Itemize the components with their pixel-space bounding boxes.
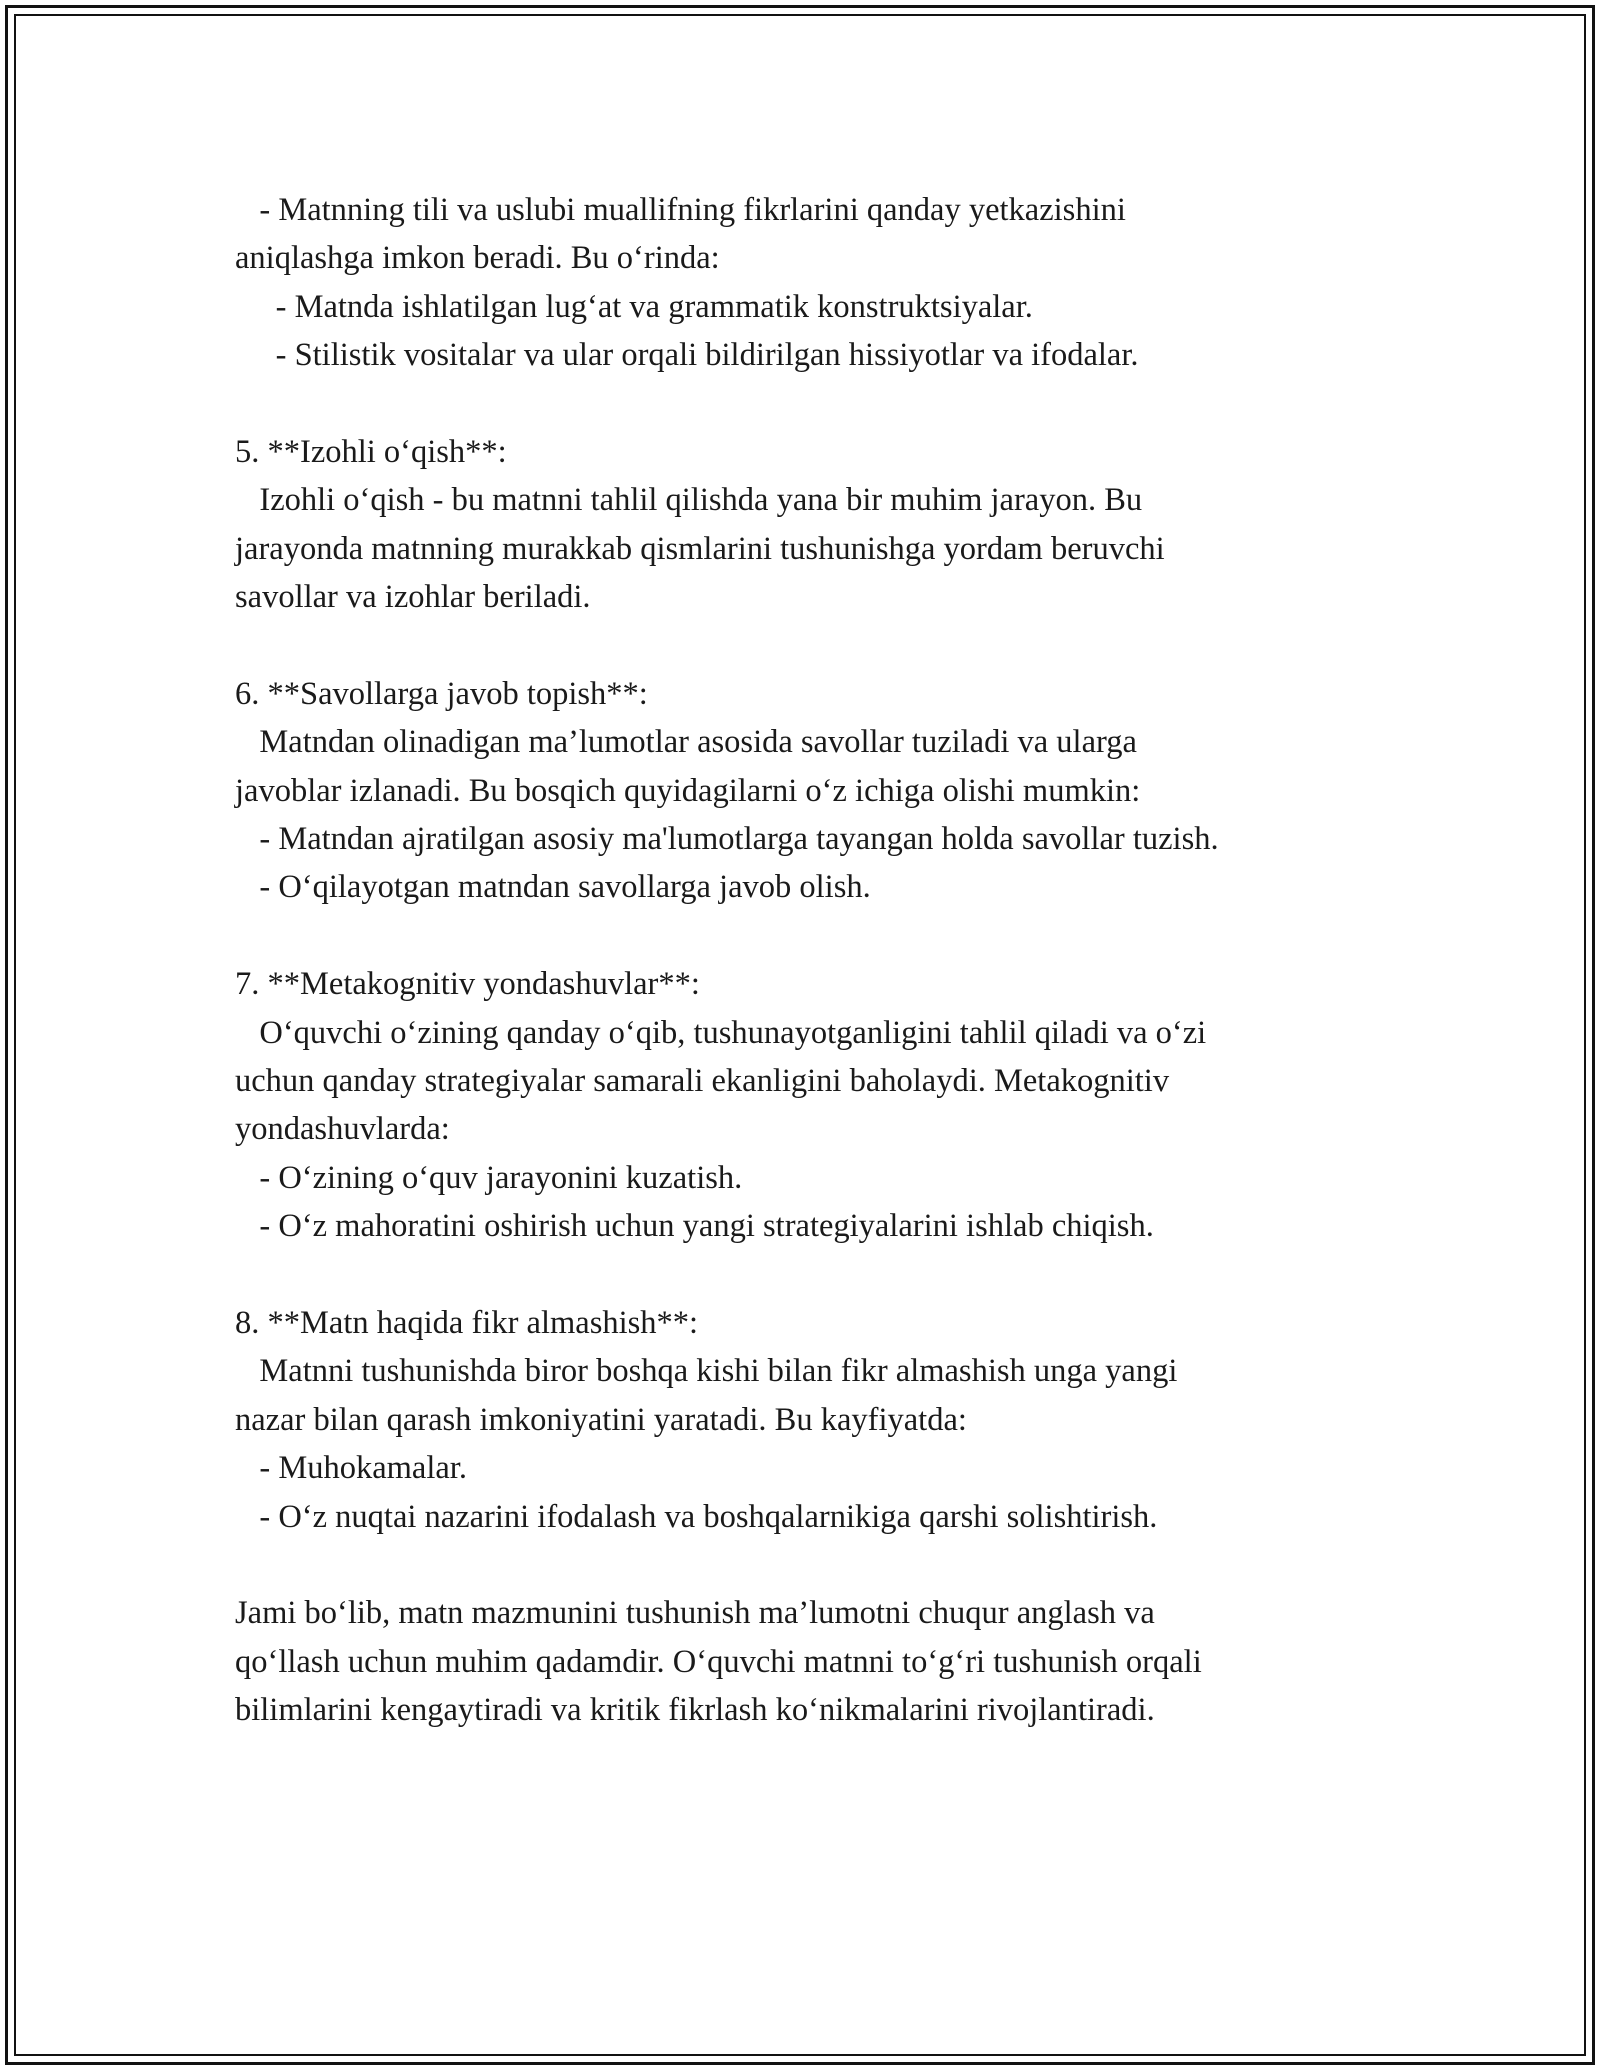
section-heading: 8. **Matn haqida fikr almashish**: <box>235 1304 699 1341</box>
blank-line <box>235 1541 1435 1589</box>
text-line: - Matndan ajratilgan asosiy ma'lumotlarga tayangan holda savollar tuzish. <box>235 821 1219 858</box>
section-heading: 7. **Metakognitiv yondashuvlar**: <box>235 966 700 1003</box>
blank-line <box>235 1251 1435 1299</box>
text-line: savollar va izohlar beriladi. <box>235 579 591 616</box>
text-line: Matnni tushunishda biror boshqa kishi bilan fikr almashish unga yangi <box>235 1353 1178 1390</box>
text-line: - Muhokamalar. <box>235 1450 467 1487</box>
blank-line <box>235 622 1435 670</box>
text-line: O‘quvchi o‘zining qanday o‘qib, tushunayotganligini tahlil qiladi va o‘zi <box>235 1014 1207 1051</box>
text-line: - Matnning tili va uslubi muallifning fikrlarini qanday yetkazishini <box>235 192 1126 228</box>
conclusion-line: Jami bo‘lib, matn mazmunini tushunish ma’lumotni chuqur anglash va <box>235 1595 1155 1632</box>
text-line: nazar bilan qarash imkoniyatini yaratadi. Bu kayfiyatda: <box>235 1401 967 1438</box>
text-line: - O‘z mahoratini oshirish uchun yangi strategiyalarini ishlab chiqish. <box>235 1208 1154 1245</box>
text-line: Matndan olinadigan ma’lumotlar asosida savollar tuziladi va ularga <box>235 724 1137 761</box>
text-line: Izohli o‘qish - bu matnni tahlil qilishda yana bir muhim jarayon. Bu <box>235 482 1143 519</box>
text-line: - O‘qilayotgan matndan savollarga javob olish. <box>235 869 871 906</box>
blank-line <box>235 912 1435 960</box>
text-line: - O‘z nuqtai nazarini ifodalash va boshqalarnikiga qarshi solishtirish. <box>235 1498 1158 1535</box>
text-line: aniqlashga imkon beradi. Bu o‘rinda: <box>235 240 720 277</box>
text-line: yondashuvlarda: <box>235 1111 450 1148</box>
text-line: javoblar izlanadi. Bu bosqich quyidagilarni o‘z ichiga olishi mumkin: <box>235 772 1141 809</box>
text-line: - O‘zining o‘quv jarayonini kuzatish. <box>235 1159 743 1196</box>
conclusion-line: qo‘llash uchun muhim qadamdir. O‘quvchi matnni to‘g‘ri tushunish orqali <box>235 1643 1202 1680</box>
section-heading: 6. **Savollarga javob topish**: <box>235 675 648 712</box>
conclusion-line: bilimlarini kengaytiradi va kritik fikrlash ko‘nikmalarini rivojlantiradi. <box>235 1692 1155 1729</box>
blank-line <box>235 380 1435 428</box>
text-line: jarayonda matnning murakkab qismlarini tushunishga yordam beruvchi <box>235 530 1165 567</box>
text-line: - Stilistik vositalar va ular orqali bildirilgan hissiyotlar va ifodalar. <box>235 337 1139 374</box>
document-body <box>235 186 1435 1735</box>
text-line: uchun qanday strategiyalar samarali ekanligini baholaydi. Metakognitiv <box>235 1063 1170 1100</box>
section-heading: 5. **Izohli o‘qish**: <box>235 433 507 470</box>
text-line: - Matnda ishlatilgan lug‘at va grammatik konstruktsiyalar. <box>235 288 1033 325</box>
